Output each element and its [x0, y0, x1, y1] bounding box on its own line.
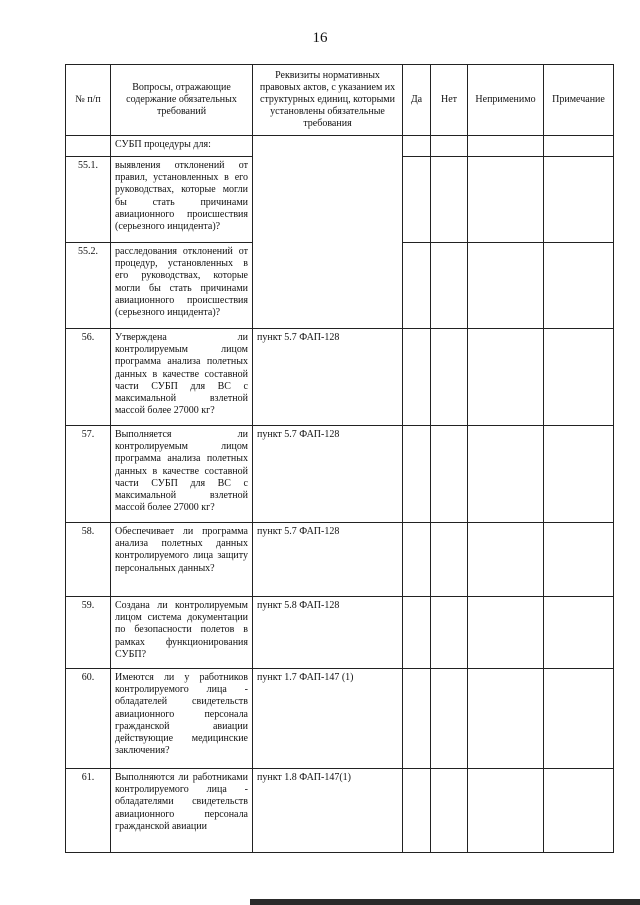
row-question: Имеются ли у работников контролируемого лица - обладателей свидетельств авиационного персонала гражданской авиации действующие медицинские заключения? — [111, 669, 253, 769]
section-row — [66, 136, 614, 157]
no-cell — [431, 329, 468, 426]
no-cell — [431, 669, 468, 769]
not-applicable-cell — [468, 329, 544, 426]
no-cell — [431, 523, 468, 597]
not-applicable-cell — [468, 523, 544, 597]
yes-cell — [403, 426, 431, 523]
not-applicable-cell — [468, 426, 544, 523]
note-cell — [544, 669, 614, 769]
not-applicable-cell — [468, 157, 544, 243]
note-cell — [544, 523, 614, 597]
no-cell — [431, 597, 468, 669]
table-row — [66, 329, 614, 426]
row-ref: пункт 1.7 ФАП-147 (1) — [253, 669, 403, 769]
section-header: СУБП процедуры для: — [111, 136, 253, 157]
yes-cell — [403, 523, 431, 597]
yes-cell — [403, 329, 431, 426]
row-num: 56. — [66, 329, 111, 426]
not-applicable-cell — [468, 136, 544, 157]
header-no: Нет — [431, 65, 468, 136]
row-question: Обеспечивает ли программа анализа полетных данных контролируемого лица защиту персональных данных? — [111, 523, 253, 597]
no-cell — [431, 243, 468, 329]
row-question: выявления отклонений от правил, установленных в его руководствах, которые могли бы стать причинами авиационного происшествия (серьезного инцидента)? — [111, 157, 253, 243]
table-row — [66, 669, 614, 769]
section-num-cell — [66, 136, 111, 157]
row-num: 57. — [66, 426, 111, 523]
row-ref: пункт 5.8 ФАП-128 — [253, 597, 403, 669]
checklist-table — [65, 64, 614, 853]
row-num: 60. — [66, 669, 111, 769]
no-cell — [431, 157, 468, 243]
table-row — [66, 769, 614, 853]
not-applicable-cell — [468, 597, 544, 669]
note-cell — [544, 426, 614, 523]
yes-cell — [403, 669, 431, 769]
row-ref: пункт 5.7 ФАП-128 — [253, 426, 403, 523]
no-cell — [431, 426, 468, 523]
not-applicable-cell — [468, 669, 544, 769]
row-ref: пункт 5.7 ФАП-128 — [253, 329, 403, 426]
note-cell — [544, 769, 614, 853]
row-ref: пункт 1.8 ФАП-147(1) — [253, 769, 403, 853]
yes-cell — [403, 597, 431, 669]
section-ref-cell — [253, 136, 403, 329]
yes-cell — [403, 157, 431, 243]
page-number: 16 — [312, 30, 328, 46]
row-question: расследования отклонений от процедур, установленных в его руководствах, которые могли бы стать причинами авиационного происшествия (серьезного инцидента)? — [111, 243, 253, 329]
yes-cell — [403, 136, 431, 157]
row-num: 55.1. — [66, 157, 111, 243]
yes-cell — [403, 243, 431, 329]
header-num: № п/п — [66, 65, 111, 136]
row-question: Утверждена ли контролируемым лицом программа анализа полетных данных в качестве составной части СУБП для ВС с максимальной взлетной массой более 27000 кг? — [111, 329, 253, 426]
row-num: 59. — [66, 597, 111, 669]
note-cell — [544, 597, 614, 669]
no-cell — [431, 769, 468, 853]
header-requisites: Реквизиты нормативных правовых актов, с указанием их структурных единиц, которыми установлены обязательные требования — [253, 65, 403, 136]
note-cell — [544, 243, 614, 329]
row-question: Выполняется ли контролируемым лицом программа анализа полетных данных в качестве составной части СУБП для ВС с максимальной взлетной массой более 27000 кг? — [111, 426, 253, 523]
row-ref: пункт 5.7 ФАП-128 — [253, 523, 403, 597]
yes-cell — [403, 769, 431, 853]
row-question: Создана ли контролируемым лицом система документации по безопасности полетов в рамках функционирования СУБП? — [111, 597, 253, 669]
table-row — [66, 597, 614, 669]
note-cell — [544, 329, 614, 426]
header-note: Примечание — [544, 65, 614, 136]
row-question: Выполняются ли работниками контролируемого лица - обладателями свидетельств авиационного персонала гражданской авиации — [111, 769, 253, 853]
header-not-applicable: Неприменимо — [468, 65, 544, 136]
no-cell — [431, 136, 468, 157]
note-cell — [544, 136, 614, 157]
table-row — [66, 426, 614, 523]
header-row — [66, 65, 614, 136]
table-row — [66, 523, 614, 597]
row-num: 61. — [66, 769, 111, 853]
scan-edge-strip — [250, 899, 640, 905]
not-applicable-cell — [468, 769, 544, 853]
note-cell — [544, 157, 614, 243]
not-applicable-cell — [468, 243, 544, 329]
header-yes: Да — [403, 65, 431, 136]
row-num: 55.2. — [66, 243, 111, 329]
row-num: 58. — [66, 523, 111, 597]
header-question: Вопросы, отражающие содержание обязательных требований — [111, 65, 253, 136]
